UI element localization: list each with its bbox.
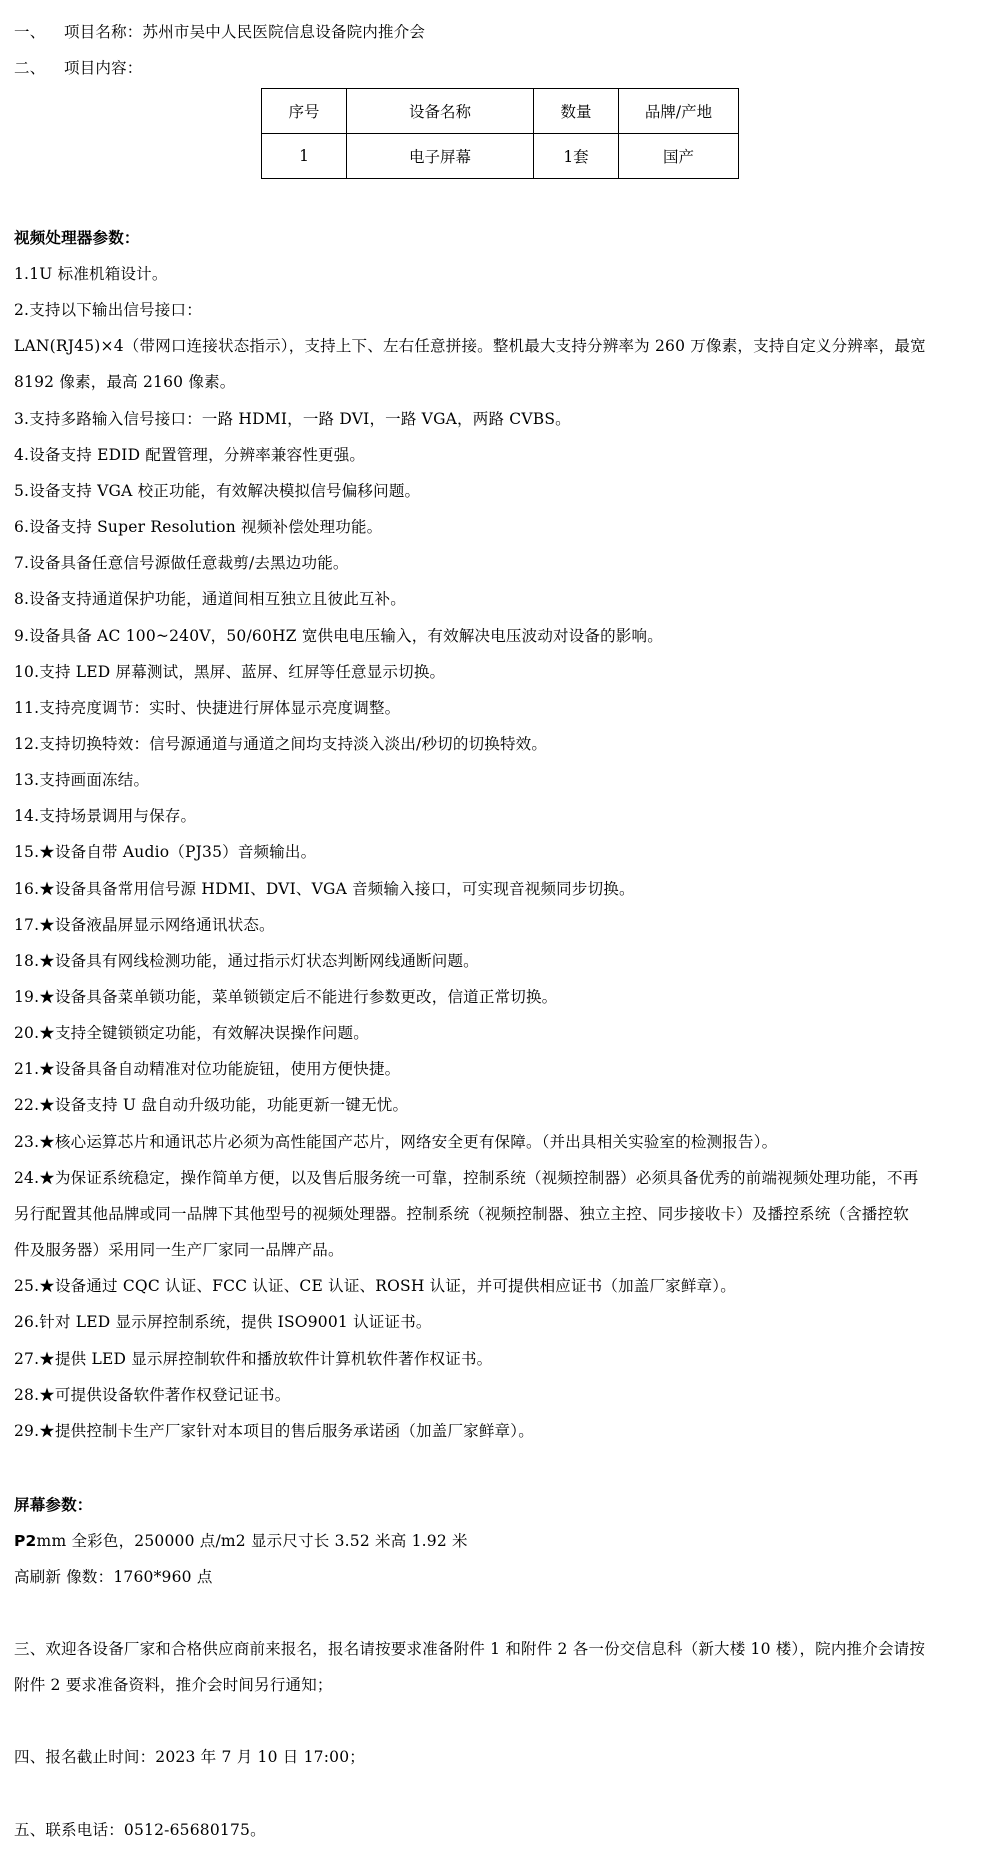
project-content-line <box>14 58 143 78</box>
processor-parameter-line: 19.★设备具备菜单锁功能，菜单锁锁定后不能进行参数更改，信道正常切换。 <box>14 988 558 1006</box>
processor-parameter-line: 22.★设备支持 U 盘自动升级功能，功能更新一键无忧。 <box>14 1096 409 1114</box>
processor-parameter-line: 16.★设备具备常用信号源 HDMI、DVI、VGA 音频输入接口，可实现音视频同步切换。 <box>14 880 635 898</box>
project-content-label: 项目内容： <box>64 59 143 77</box>
processor-parameter-line: 26.针对 LED 显示屏控制系统，提供 ISO9001 认证证书。 <box>14 1313 432 1331</box>
processor-parameter-line: 28.★可提供设备软件著作权登记证书。 <box>14 1386 291 1404</box>
processor-parameter-line: 17.★设备液晶屏显示网络通讯状态。 <box>14 916 275 934</box>
header-brand-origin: 品牌/产地 <box>619 89 739 134</box>
processor-parameter-line: 4.设备支持 EDID 配置管理，分辨率兼容性更强。 <box>14 446 366 464</box>
processor-parameter-line: 21.★设备具备自动精准对位功能旋钮，使用方便快捷。 <box>14 1060 401 1078</box>
processor-parameter-line: 8192 像素，最高 2160 像素。 <box>14 373 236 391</box>
registration-note-line1: 三、欢迎各设备厂家和合格供应商前来报名，报名请按要求准备附件 1 和附件 2 各一份交信息科（新大楼 10 楼），院内推介会请按 <box>14 1640 926 1658</box>
processor-parameter-line: 5.设备支持 VGA 校正功能，有效解决模拟信号偏移问题。 <box>14 482 421 500</box>
processor-parameter-line: 8.设备支持通道保护功能，通道间相互独立且彼此互补。 <box>14 590 406 608</box>
processor-parameter-line: 11.支持亮度调节：实时、快捷进行屏体显示亮度调整。 <box>14 699 401 717</box>
processor-parameter-line: 另行配置其他品牌或同一品牌下其他型号的视频处理器。控制系统（视频控制器、独立主控、同步接收卡）及播控系统（含播控软 <box>14 1205 909 1223</box>
processor-parameter-line: 3.支持多路输入信号接口：一路 HDMI，一路 DVI，一路 VGA，两路 CVBS。 <box>14 410 571 428</box>
processor-parameter-line: 25.★设备通过 CQC 认证、FCC 认证、CE 认证、ROSH 认证，并可提供相应证书（加盖厂家鲜章）。 <box>14 1277 736 1295</box>
screen-spec-text: mm 全彩色，250000 点/m2 显示尺寸长 3.52 米高 1.92 米 <box>36 1532 468 1550</box>
processor-parameter-line: 14.支持场景调用与保存。 <box>14 807 197 825</box>
processor-parameter-line: 1.1U 标准机箱设计。 <box>14 265 168 283</box>
processor-parameter-line: 20.★支持全键锁锁定功能，有效解决误操作问题。 <box>14 1024 369 1042</box>
processor-parameter-line: 27.★提供 LED 显示屏控制软件和播放软件计算机软件著作权证书。 <box>14 1350 493 1368</box>
cell-quantity: 1套 <box>534 134 619 179</box>
processor-parameter-line: 6.设备支持 Super Resolution 视频补偿处理功能。 <box>14 518 383 536</box>
registration-note-line2: 附件 2 要求准备资料，推介会时间另行通知； <box>14 1676 333 1694</box>
table-header-row <box>262 89 739 134</box>
screen-section-title: 屏幕参数： <box>14 1496 93 1514</box>
processor-parameter-line: 23.★核心运算芯片和通讯芯片必须为高性能国产芯片，网络安全更有保障。（并出具相关实验室的检测报告）。 <box>14 1133 778 1151</box>
cell-brand-origin: 国产 <box>619 134 739 179</box>
processor-parameter-line: 10.支持 LED 屏幕测试，黑屏、蓝屏、红屏等任意显示切换。 <box>14 663 446 681</box>
processor-parameter-line: 12.支持切换特效：信号源通道与通道之间均支持淡入淡出/秒切的切换特效。 <box>14 735 548 753</box>
processor-parameter-line: 9.设备具备 AC 100~240V，50/60HZ 宽供电电压输入，有效解决电压波动对设备的影响。 <box>14 627 663 645</box>
processor-parameter-line: 件及服务器）采用同一生产厂家同一品牌产品。 <box>14 1241 344 1259</box>
equipment-table <box>261 88 739 179</box>
header-seq: 序号 <box>262 89 347 134</box>
header-device-name: 设备名称 <box>347 89 534 134</box>
project-name: 项目名称：苏州市吴中人民医院信息设备院内推介会 <box>64 23 426 41</box>
contact-phone-line: 五、联系电话：0512-65680175。 <box>14 1821 266 1839</box>
header-quantity: 数量 <box>534 89 619 134</box>
processor-parameter-line: 13.支持画面冻结。 <box>14 771 150 789</box>
table-row <box>262 134 739 179</box>
screen-spec-line <box>14 1531 468 1551</box>
processor-parameter-line: 29.★提供控制卡生产厂家针对本项目的售后服务承诺函（加盖厂家鲜章）。 <box>14 1422 534 1440</box>
processor-parameter-line: 24.★为保证系统稳定，操作简单方便，以及售后服务统一可靠，控制系统（视频控制器）必须具备优秀的前端视频处理功能，不再 <box>14 1169 919 1187</box>
item1-number: 一、 <box>14 23 46 41</box>
deadline-line: 四、报名截止时间：2023 年 7 月 10 日 17:00； <box>14 1748 365 1766</box>
processor-section-title: 视频处理器参数： <box>14 229 140 247</box>
processor-parameter-line: LAN(RJ45)×4（带网口连接状态指示），支持上下、左右任意拼接。整机最大支持分辨率为 260 万像素，支持自定义分辨率，最宽 <box>14 337 926 355</box>
processor-parameter-line: 18.★设备具有网线检测功能，通过指示灯状态判断网线通断问题。 <box>14 952 479 970</box>
screen-resolution-line: 高刷新 像数：1760*960 点 <box>14 1568 213 1586</box>
processor-parameter-line: 2.支持以下输出信号接口： <box>14 301 202 319</box>
cell-device-name: 电子屏幕 <box>347 134 534 179</box>
project-name-line <box>14 22 425 42</box>
cell-seq: 1 <box>262 134 347 179</box>
item2-number: 二、 <box>14 59 46 77</box>
processor-parameter-line: 7.设备具备任意信号源做任意裁剪/去黑边功能。 <box>14 554 349 572</box>
pixel-pitch: P2 <box>14 1532 37 1550</box>
processor-parameter-line: 15.★设备自带 Audio（PJ35）音频输出。 <box>14 843 317 861</box>
